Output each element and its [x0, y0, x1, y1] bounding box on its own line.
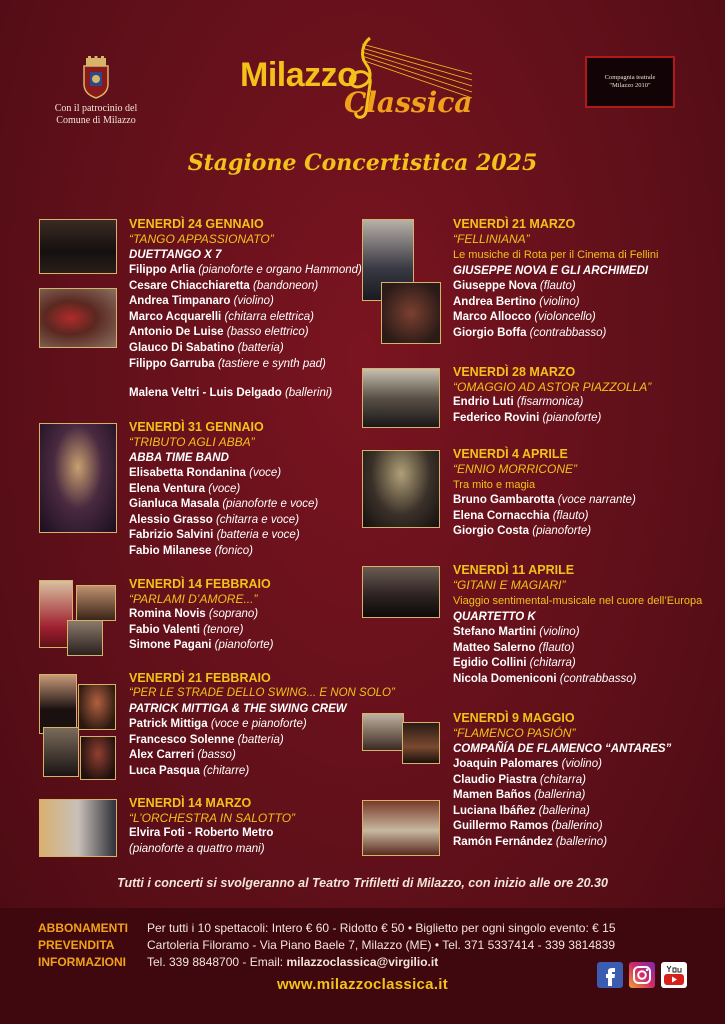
concert-title: “L’ORCHESTRA IN SALOTTO” — [129, 811, 296, 825]
concert-member: Mamen Baños (ballerina) — [453, 789, 586, 802]
concert-21-febbraio — [129, 670, 395, 779]
concert-member: Bruno Gambarotta (voce narrante) — [453, 494, 636, 506]
concert-member: Federico Rovini (pianoforte) — [453, 411, 602, 424]
email-link[interactable]: milazzoclassica@virgilio.it — [286, 955, 439, 969]
concert-member: Fabio Milanese (fonico) — [129, 544, 253, 557]
concert-member: Francesco Solenne (batteria) — [129, 733, 284, 746]
concert-member: Giorgio Costa (pianoforte) — [453, 525, 592, 538]
label-abbonamenti: ABBONAMENTI — [38, 921, 128, 935]
concert-date: VENERDÌ 14 FEBBRAIO — [129, 577, 271, 591]
concert-photo-string-trio — [381, 282, 441, 344]
footer-details — [147, 920, 616, 971]
youtube-icon[interactable] — [661, 962, 687, 988]
concert-member: Elvira Foti - Roberto Metro — [129, 827, 274, 839]
crest-icon — [78, 56, 114, 100]
concert-member: Andrea Timpanaro (violino) — [129, 295, 274, 308]
concert-member: Giorgio Boffa (contrabbasso) — [453, 326, 607, 339]
concert-group: COMPAÑÍA DE FLAMENCO “ANTARES” — [453, 743, 672, 755]
info-contacts: Tel. 339 8848700 - Email: milazzoclassica@virgilio.it — [147, 955, 439, 969]
concert-date: VENERDÌ 31 GENNAIO — [129, 420, 264, 434]
concert-member: Fabrizio Salvini (batteria e voce) — [129, 529, 300, 542]
concert-4-aprile — [453, 446, 636, 540]
concert-subtitle: Le musiche di Rota per il Cinema di Fellini — [453, 249, 659, 261]
instagram-icon[interactable] — [629, 962, 655, 988]
concert-subtitle: Tra mito e magia — [453, 479, 536, 491]
concert-member: Alex Carreri (basso) — [129, 749, 236, 762]
footer-labels — [38, 920, 128, 971]
logo-classica-text: Classica — [344, 86, 473, 119]
season-title: Stagione Concertistica 2025 — [187, 150, 538, 176]
concert-member: Filippo Arlia (pianoforte e organo Hammond) — [129, 264, 362, 276]
label-informazioni: INFORMAZIONI — [38, 955, 126, 969]
concert-photo-pianist — [67, 620, 103, 656]
concert-member: Luciana Ibáñez (ballerina) — [453, 804, 590, 817]
concert-member: Malena Veltri - Luis Delgado (ballerini) — [129, 387, 333, 400]
theatre-company-badge: Compagnia teatrale "Milazzo 2010" — [585, 56, 675, 108]
concert-photo-swing-bassist — [43, 727, 79, 777]
label-prevendita: PREVENDITA — [38, 938, 115, 952]
logo-milazzo-text: Milazzo — [240, 56, 358, 94]
concert-subtitle: Viaggio sentimental-musicale nel cuore dell’Europa — [453, 595, 703, 607]
concert-photo-duettango-band — [39, 219, 117, 274]
concert-member: Nicola Domeniconi (contrabbasso) — [453, 672, 637, 685]
concert-group: GIUSEPPE NOVA E GLI ARCHIMEDI — [453, 265, 649, 277]
concert-member: Marco Allocco (violoncello) — [453, 311, 596, 324]
concert-member: Elena Cornacchia (flauto) — [453, 509, 589, 522]
concert-photo-flamenco-dancers — [362, 800, 440, 856]
concert-member: Luca Pasqua (chitarre) — [129, 764, 250, 777]
concert-title: “TRIBUTO AGLI ABBA” — [129, 435, 255, 449]
concert-photo-swing-drummer — [78, 684, 116, 730]
concert-member: Joaquin Palomares (violino) — [453, 758, 602, 770]
concert-member: Patrick Mittiga (voce e pianoforte) — [129, 718, 307, 730]
concert-9-maggio — [453, 710, 671, 851]
concert-member: Romina Novis (soprano) — [129, 608, 259, 620]
concert-photo-swing-guitarist — [80, 736, 116, 780]
facebook-icon[interactable] — [597, 962, 623, 988]
concert-photo-piazzolla-duo — [362, 368, 440, 428]
concert-group: QUARTETTO K — [453, 611, 536, 623]
concert-photo-swing-singer — [39, 674, 77, 734]
concert-member: Egidio Collini (chitarra) — [453, 657, 576, 670]
concert-member: Fabio Valenti (tenore) — [129, 623, 244, 636]
concert-member: (pianoforte a quattro mani) — [129, 842, 265, 855]
concert-photo-abba-band — [39, 423, 117, 533]
concert-photo-tenor — [76, 585, 116, 621]
concert-member: Claudio Piastra (chitarra) — [453, 773, 586, 786]
concert-member: Elisabetta Rondanina (voce) — [129, 467, 282, 479]
concert-photo-morricone-trio — [362, 450, 440, 528]
concert-photo-flamenco-guitarist — [402, 722, 440, 764]
concert-date: VENERDÌ 4 APRILE — [453, 447, 568, 461]
concert-title: “OMAGGIO AD ASTOR PIAZZOLLA” — [453, 380, 652, 394]
concert-member: Giuseppe Nova (flauto) — [453, 280, 576, 292]
presale-location: Cartoleria Filoramo - Via Piano Baele 7, Milazzo (ME) • Tel. 371 5337414 - 339 3814839 — [147, 938, 616, 952]
concert-member: Ramón Fernández (ballerino) — [453, 835, 608, 848]
concert-date: VENERDÌ 11 APRILE — [453, 563, 575, 577]
concert-photo-tango-dancers — [39, 288, 117, 348]
concert-photo-flamenco-violinist — [362, 713, 404, 751]
subscription-prices: Per tutti i 10 spettacoli: Intero € 60 - Ridotto € 50 • Biglietto per ogni singolo evento: € 15 — [147, 921, 616, 935]
concert-member: Filippo Garruba (tastiere e synth pad) — [129, 357, 326, 370]
concert-member: Glauco Di Sabatino (batteria) — [129, 341, 284, 354]
concert-member: Endrio Luti (fisarmonica) — [453, 396, 584, 408]
concert-date: VENERDÌ 9 MAGGIO — [453, 711, 575, 725]
concert-member: Elena Ventura (voce) — [129, 482, 241, 495]
website-link[interactable]: www.milazzoclassica.it — [276, 976, 449, 993]
concert-title: “GITANI E MAGIARI” — [453, 578, 566, 592]
concert-21-marzo — [453, 216, 658, 341]
concert-photo-quartetto-k — [362, 566, 440, 618]
concert-date: VENERDÌ 24 GENNAIO — [129, 217, 264, 231]
concert-member: Marco Acquarelli (chitarra elettrica) — [129, 310, 314, 323]
concert-14-febbraio — [129, 576, 273, 654]
concert-member: Cesare Chiacchiaretta (bandoneon) — [129, 279, 319, 292]
concert-group: PATRICK MITTIGA & THE SWING CREW — [129, 703, 347, 715]
concert-11-aprile — [453, 562, 702, 687]
patronage-text: Con il patrocinio del Comune di Milazzo — [54, 103, 138, 126]
concert-member: Andrea Bertino (violino) — [453, 295, 580, 308]
concert-group: DUETTANGO X 7 — [129, 249, 222, 261]
concert-title: “FELLINIANA” — [453, 232, 530, 246]
milazzo-classica-logo — [236, 34, 486, 130]
concert-member: Simone Pagani (pianoforte) — [129, 639, 274, 652]
concert-member: Stefano Martini (violino) — [453, 626, 580, 638]
concert-title: “TANGO APPASSIONATO” — [129, 232, 274, 246]
concert-group: ABBA TIME BAND — [129, 452, 229, 464]
concert-title: “FLAMENCO PASIÓN” — [453, 726, 576, 740]
concert-24-gennaio — [129, 216, 362, 402]
concert-member: Gianluca Masala (pianoforte e voce) — [129, 498, 319, 511]
concert-member: Antonio De Luise (basso elettrico) — [129, 326, 309, 339]
concert-31-gennaio — [129, 419, 318, 560]
concert-member: Guillermo Ramos (ballerino) — [453, 820, 603, 833]
concert-date: VENERDÌ 21 FEBBRAIO — [129, 671, 271, 685]
concert-member: Alessio Grasso (chitarra e voce) — [129, 513, 300, 526]
concert-date: VENERDÌ 28 MARZO — [453, 365, 576, 379]
concert-title: “PER LE STRADE DELLO SWING... E NON SOLO” — [129, 687, 395, 699]
concert-member: Matteo Salerno (flauto) — [453, 641, 575, 654]
concert-28-marzo — [453, 364, 651, 426]
concert-date: VENERDÌ 21 MARZO — [453, 217, 576, 231]
venue-note: Tutti i concerti si svolgeranno al Teatro Trifiletti di Milazzo, con inizio alle ore 20.30 — [117, 876, 608, 890]
concert-14-marzo — [129, 795, 295, 857]
concert-date: VENERDÌ 14 MARZO — [129, 796, 252, 810]
concert-title: “PARLAMI D’AMORE...” — [129, 592, 258, 606]
concert-photo-piano-duo — [39, 799, 117, 857]
concert-title: “ENNIO MORRICONE” — [453, 462, 577, 476]
